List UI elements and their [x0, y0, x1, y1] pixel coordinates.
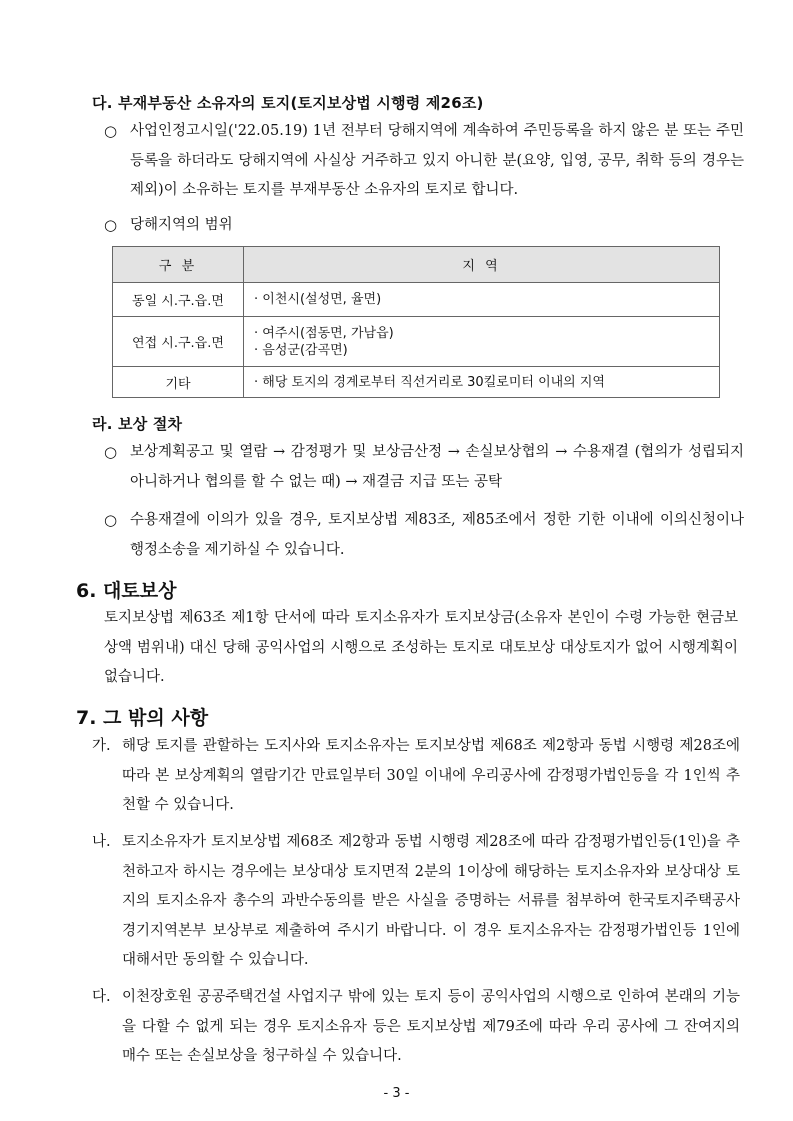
item-marker: 다.: [92, 989, 111, 1005]
section-ra-bullet-1: [104, 438, 744, 497]
header-area: 지 역: [244, 247, 720, 283]
table-row: [113, 367, 720, 398]
row-areas: [244, 317, 720, 367]
item-text: 이천장호원 공공주택건설 사업지구 밖에 있는 토지 등이 공익사업의 시행으로 인하여 본래의 기능을 다할 수 없게 되는 경우 토지소유자 등은 토지보상법 제79조에 따라 우리 공사에 그 잔여지의 매수 또는 손실보상을 청구하실 수 있습니다.: [122, 989, 740, 1064]
table-row: [113, 317, 720, 367]
bullet-text: 보상계획공고 및 열람 → 감정평가 및 보상금산정 → 손실보상협의 → 수용재결 (협의가 성립되지 아니하거나 협의를 할 수 없는 때) → 재결금 지급 또는 공탁: [130, 444, 744, 490]
item-text: 토지소유자가 토지보상법 제68조 제2항과 동법 시행령 제28조에 따라 감정평가법인등(1인)을 추천하고자 하시는 경우에는 보상대상 토지면적 2분의 1이상에 해당하는 토지소유자와 보상대상 토지의 토지소유자 총수의 과반수동의를 받은 사실을 증명하는 서류를 첨부하여 한국토지주택공사 경기지역본부 보상부로 제출하여 주시기 바랍니다. 이 경우 토지소유자는 감정평가법인등 1인에 대해서만 동의할 수 있습니다.: [122, 834, 740, 968]
circle-bullet-icon: ○: [104, 122, 118, 140]
bullet-text: 사업인정고시일('22.05.19) 1년 전부터 당해지역에 계속하여 주민등록을 하지 않은 분 또는 주민등록을 하더라도 당해지역에 사실상 거주하고 있지 아니한 분(요양, 입영, 공무, 취학 등의 경우는 제외)이 소유하는 토지를 부재부동산 소유자의 토지로 합니다.: [130, 123, 744, 198]
item-marker: 가.: [92, 738, 111, 754]
section-7-heading: 7. 그 밖의 사항: [76, 707, 209, 729]
page-number: - 3 -: [383, 1086, 410, 1101]
section-7-item-ga: [92, 732, 740, 821]
section-ra-bullet-2: [104, 506, 744, 565]
section-ra-heading: 라. 보상 절차: [92, 415, 183, 433]
circle-bullet-icon: ○: [104, 511, 118, 529]
section-da-bullet-2: [104, 211, 744, 241]
section-da-heading: 다. 부재부동산 소유자의 토지(토지보상법 시행령 제26조): [92, 94, 484, 112]
section-da-bullet-1: [104, 117, 744, 206]
row-category: 기타: [113, 367, 244, 398]
bullet-text: 당해지역의 범위: [130, 217, 233, 233]
area-line: · 여주시(점동면, 가남읍): [254, 325, 394, 341]
circle-bullet-icon: ○: [104, 443, 118, 461]
region-table: [112, 246, 720, 398]
area-line: · 해당 토지의 경계로부터 직선거리로 30킬로미터 이내의 지역: [254, 374, 605, 390]
bullet-text: 수용재결에 이의가 있을 경우, 토지보상법 제83조, 제85조에서 정한 기한 이내에 이의신청이나 행정소송을 제기하실 수 있습니다.: [130, 512, 744, 558]
table-row: [113, 283, 720, 317]
section-7-item-da: [92, 983, 740, 1072]
area-line: · 이천시(설성면, 율면): [254, 292, 382, 307]
section-6-body: 토지보상법 제63조 제1항 단서에 따라 토지소유자가 토지보상금(소유자 본인이 수령 가능한 현금보상액 범위내) 대신 당해 공익사업의 시행으로 조성하는 토지로 대토보상 대상토지가 없어 시행계획이 없습니다.: [104, 610, 738, 685]
header-category: 구 분: [113, 247, 244, 283]
area-line: · 음성군(감곡면): [254, 342, 348, 358]
section-6-heading: 6. 대토보상: [76, 580, 177, 602]
item-text: 해당 토지를 관할하는 도지사와 토지소유자는 토지보상법 제68조 제2항과 동법 시행령 제28조에 따라 본 보상계획의 열람기간 만료일부터 30일 이내에 우리공사에 감정평가법인등을 각 1인씩 추천할 수 있습니다.: [122, 738, 740, 813]
row-areas: [244, 283, 720, 317]
item-marker: 나.: [92, 834, 111, 850]
table-header-row: [113, 247, 720, 283]
circle-bullet-icon: ○: [104, 216, 118, 234]
section-7-item-na: [92, 828, 740, 976]
row-category: 연접 시.구.읍.면: [113, 317, 244, 367]
row-category: 동일 시.구.읍.면: [113, 283, 244, 317]
row-areas: [244, 367, 720, 398]
